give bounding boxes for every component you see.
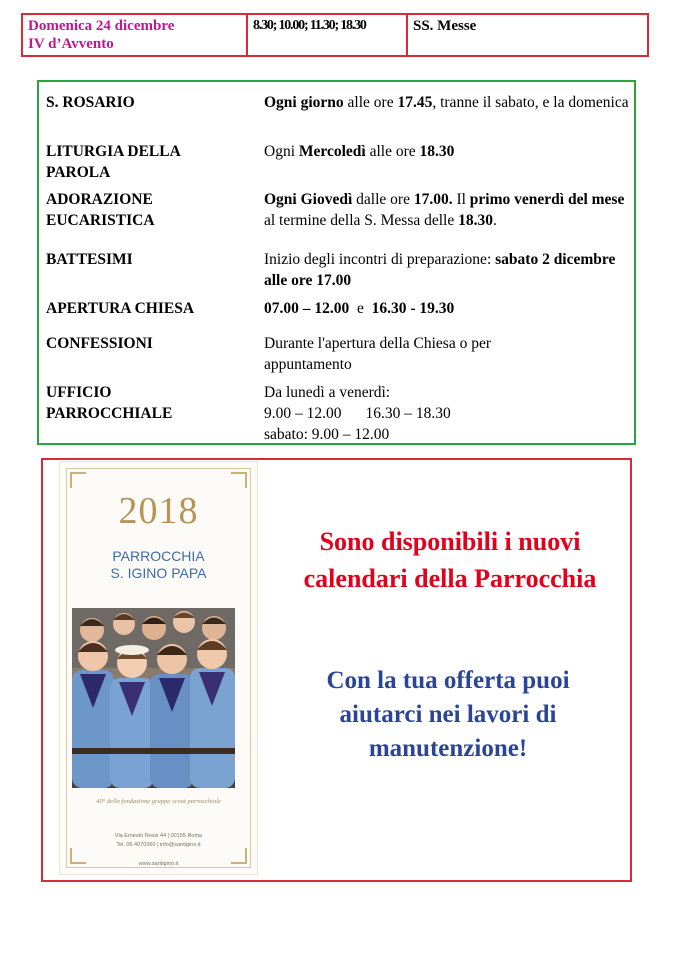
mass-date: Domenica 24 dicembre	[28, 18, 175, 34]
schedule-label: LITURGIA DELLA PAROLA	[46, 143, 181, 181]
calendar-cover-image	[59, 461, 258, 875]
schedule-label: APERTURA CHIESA	[46, 300, 195, 317]
calendar-parish-line1: PARROCCHIA	[112, 548, 205, 564]
schedule-label: S. ROSARIO	[46, 94, 135, 111]
schedule-label: ADORAZIONE EUCARISTICA	[46, 191, 155, 229]
schedule-value: 07.00 – 12.00 e 16.30 - 19.30	[264, 300, 455, 317]
schedule-value: Inizio degli incontri di preparazione: sabato 2 dicembre alle ore 17.00	[264, 251, 616, 289]
scout-group-photo	[72, 608, 235, 788]
calendar-address: Via Ernesto Rossi 44 | 00155 Roma Tel. 06 4070360 | info@santigino.it	[114, 833, 203, 848]
schedule-label: BATTESIMI	[46, 251, 133, 268]
mass-label: SS. Messe	[413, 18, 477, 34]
mass-times: 8.30; 10.00; 11.30; 18.30	[248, 15, 408, 55]
schedule-label: CONFESSIONI	[46, 335, 153, 352]
schedule-label: UFFICIO PARROCCHIALE	[46, 384, 173, 422]
schedule-value: Ogni Mercoledì alle ore 18.30	[264, 143, 455, 160]
calendar-parish-line2: S. IGINO PAPA	[110, 565, 207, 581]
corner-ornament-icon	[70, 472, 86, 488]
calendar-year: 2018	[118, 490, 199, 532]
liturgical-week: IV d’Avvento	[28, 36, 114, 52]
schedule-value: Ogni Giovedì dalle ore 17.00. Il primo venerdì del mese al termine della S. Messa delle 18.30.	[264, 191, 625, 229]
promo-donation-text: Con la tua offerta puoi aiutarci nei lavori di manutenzione!	[326, 667, 570, 762]
mass-date-cell	[23, 15, 248, 55]
promo-headline: Sono disponibili i nuovi calendari della Parrocchia	[303, 527, 597, 593]
mass-schedule-header	[21, 13, 649, 57]
schedule-value: Da lunedì a venerdì: 9.00 – 12.00 16.30 – 18.30 sabato: 9.00 – 12.00	[264, 384, 451, 443]
calendar-promo-box	[41, 458, 632, 882]
schedule-value: Ogni giorno alle ore 17.45, tranne il sabato, e la domenica	[264, 94, 629, 111]
schedule-value: Durante l'apertura della Chiesa o per appuntamento	[264, 335, 492, 373]
calendar-caption: 40° della fondazione gruppo scout parrocchiale	[96, 798, 221, 805]
calendar-website: www.santigino.it	[138, 861, 179, 867]
corner-ornament-icon	[231, 472, 247, 488]
parish-schedule-box	[37, 80, 636, 445]
